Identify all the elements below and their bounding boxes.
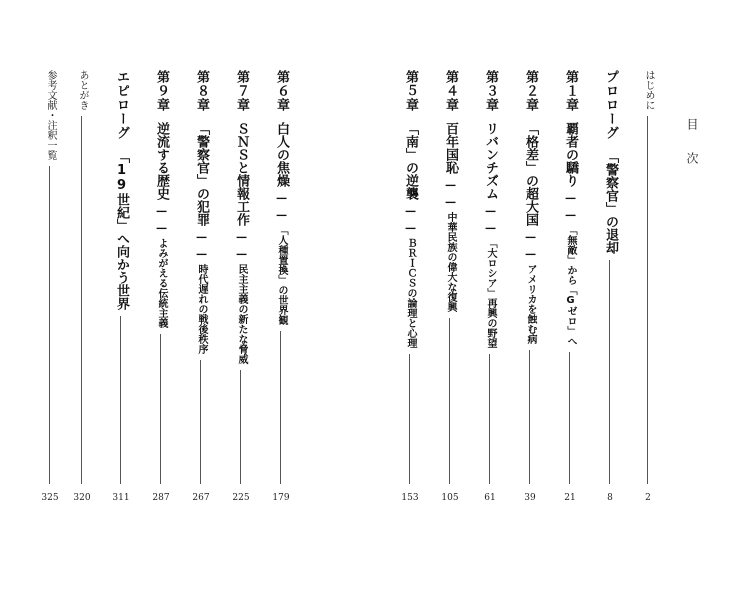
leader-line — [240, 370, 241, 484]
chapter-label: 第４章 — [443, 70, 458, 112]
page-number: 179 — [272, 493, 290, 503]
em-dash: ── — [441, 176, 460, 210]
page-number: 39 — [524, 493, 536, 503]
page-number: 267 — [192, 493, 210, 503]
chapter-title: 百年国恥 — [443, 122, 458, 174]
page-number: 287 — [152, 493, 170, 503]
chapter-subtitle: アメリカを蝕む病 — [525, 264, 536, 344]
page-number: 2 — [645, 493, 651, 503]
chapter-title: ＳＮＳと情報工作 — [234, 122, 249, 226]
leader-line — [280, 331, 281, 484]
chapter-label: エピローグ — [114, 70, 129, 140]
leader-line — [489, 354, 490, 484]
chapter-subtitle: ＢＲＩＣＳの論理と心理 — [405, 238, 416, 348]
chapter-label: 第６章 — [274, 70, 289, 112]
em-dash: ── — [521, 228, 540, 262]
chapter-label: プロローグ — [603, 70, 618, 140]
em-dash: ── — [481, 202, 500, 236]
chapter-label: 第８章 — [194, 70, 209, 112]
toc-entry-ch1 — [558, 70, 582, 550]
chapter-title: 逆流する歴史 — [154, 122, 169, 200]
page-number: 153 — [401, 493, 419, 503]
toc-entry-ch5 — [398, 70, 422, 550]
toc-entry-ch3 — [478, 70, 502, 550]
toc-entry-epilogue — [109, 70, 133, 550]
toc-title: 目 次 — [685, 118, 699, 173]
leader-line — [81, 116, 82, 484]
leader-line — [49, 166, 50, 484]
chapter-label: 第３章 — [483, 70, 498, 112]
em-dash: ── — [232, 228, 251, 262]
chapter-title: 「19世紀」へ向かう世界 — [114, 150, 129, 310]
toc-entry-ch4 — [438, 70, 462, 550]
page-number: 311 — [112, 493, 130, 503]
leader-line — [449, 318, 450, 484]
chapter-label: 第１章 — [563, 70, 578, 112]
chapter-title: はじめに — [643, 70, 654, 110]
toc-entry-atogaki — [70, 70, 94, 550]
toc-entry-ch8 — [189, 70, 213, 550]
page-number: 225 — [232, 493, 250, 503]
chapter-title: あとがき — [77, 70, 88, 110]
page-number: 8 — [607, 493, 613, 503]
chapter-subtitle: 「人種置換」の世界観 — [276, 225, 287, 325]
chapter-label: 第２章 — [523, 70, 538, 112]
em-dash: ── — [272, 189, 291, 223]
chapter-subtitle: 「大ロシア」再興の野望 — [485, 238, 496, 348]
leader-line — [160, 334, 161, 484]
chapter-title: 「警察官」の退却 — [603, 150, 618, 254]
leader-line — [409, 354, 410, 484]
chapter-label: 第５章 — [403, 70, 418, 112]
toc-entry-prologue — [598, 70, 622, 550]
chapter-subtitle: 時代遅れの戦後秩序 — [196, 264, 207, 354]
em-dash: ── — [561, 189, 580, 223]
page-number: 61 — [484, 493, 496, 503]
toc-entry-ch7 — [229, 70, 253, 550]
page-number: 21 — [564, 493, 576, 503]
toc-entry-ch6 — [269, 70, 293, 550]
leader-line — [569, 352, 570, 484]
page-number: 325 — [41, 493, 59, 503]
em-dash: ── — [152, 202, 171, 236]
leader-line — [120, 316, 121, 484]
chapter-label: 第７章 — [234, 70, 249, 112]
chapter-title: 覇者の驕り — [563, 122, 578, 187]
chapter-subtitle: 民主主義の新たな脅威 — [236, 264, 247, 364]
em-dash: ── — [192, 228, 211, 262]
chapter-title: 「格差」の超大国 — [523, 122, 538, 226]
chapter-title: 参考文献・注釈一覧 — [45, 70, 56, 160]
chapter-title: 「南」の逆襲 — [403, 122, 418, 200]
em-dash: ── — [401, 202, 420, 236]
toc-entry-hajimeni — [636, 70, 660, 550]
chapter-subtitle: 中華民族の偉大な復興 — [445, 212, 456, 312]
leader-line — [647, 116, 648, 484]
chapter-subtitle: 「無敵」から「Gゼロ」へ — [565, 225, 576, 346]
leader-line — [529, 350, 530, 484]
toc-entry-ch2 — [518, 70, 542, 550]
chapter-title: 白人の焦燥 — [274, 122, 289, 187]
chapter-title: リバンチズム — [483, 122, 498, 200]
toc-entry-sanko — [38, 70, 62, 550]
leader-line — [609, 260, 610, 484]
toc-entry-ch9 — [149, 70, 173, 550]
chapter-label: 第９章 — [154, 70, 169, 112]
leader-line — [200, 360, 201, 484]
chapter-subtitle: よみがえる伝統主義 — [156, 238, 167, 328]
page-number: 320 — [73, 493, 91, 503]
chapter-title: 「警察官」の犯罪 — [194, 122, 209, 226]
page-number: 105 — [441, 493, 459, 503]
